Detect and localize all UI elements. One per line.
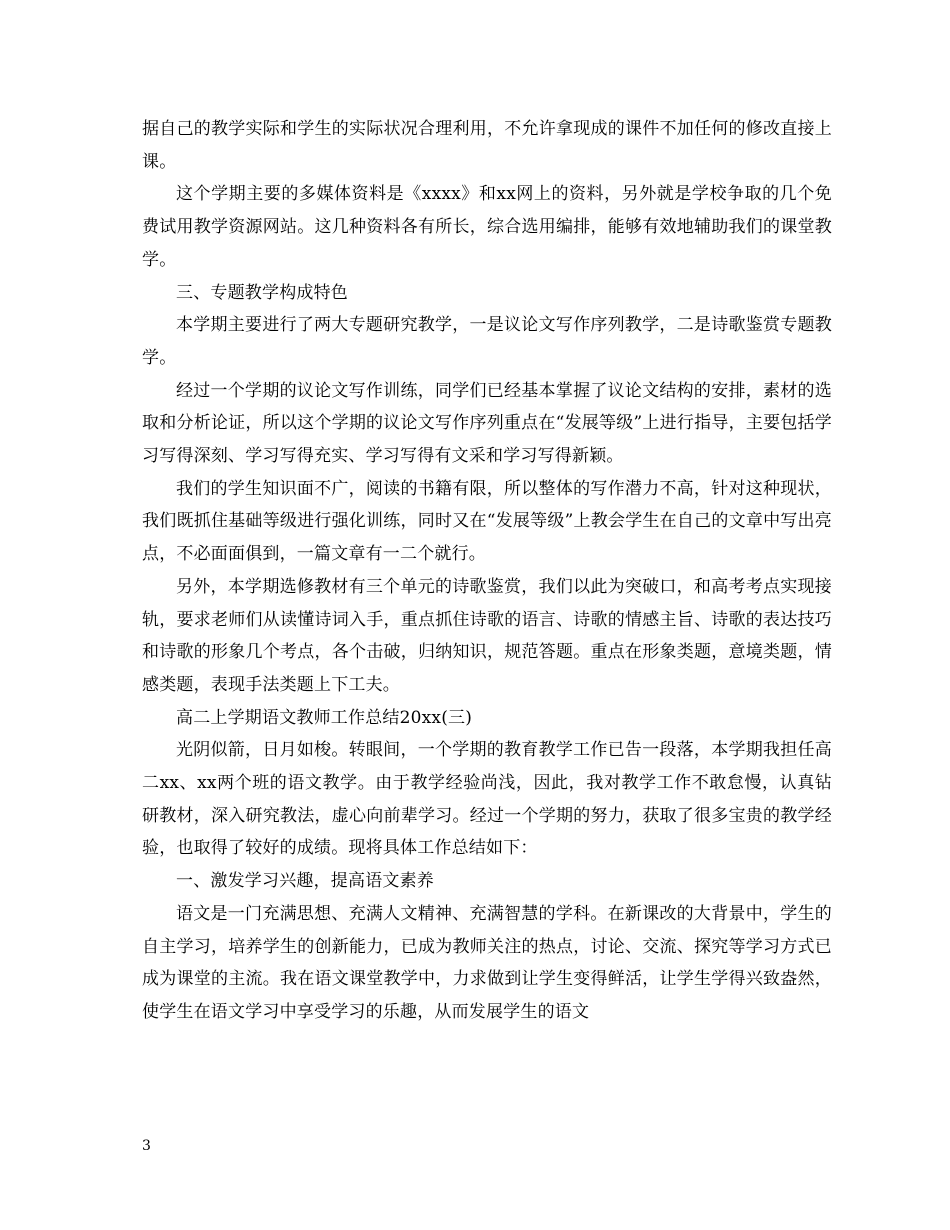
paragraph-argument-writing: 经过一个学期的议论文写作训练，同学们已经基本掌握了议论文结构的安排，素材的选取和分析论证，所以这个学期的议论文写作序列重点在“发展等级”上进行指导，主要包括学习写得深刻、学习写得充实、学习写得有文采和学习写得新颖。	[142, 380, 832, 467]
page-number: 3	[142, 1138, 151, 1154]
paragraph-chinese-subject: 语文是一门充满思想、充满人文精神、充满智慧的学科。在新课改的大背景中，学生的自主学习，培养学生的创新能力，已成为教师关注的热点，讨论、交流、探究等学习方式已成为课堂的主流。我在语文课堂教学中，力求做到让学生变得鲜活，让学生学得兴致盎然，使学生在语文学习中享受学习的乐趣，从而发展学生的语文	[142, 903, 832, 1022]
body-text	[142, 113, 832, 1029]
section-heading-3: 三、专题教学构成特色	[176, 282, 348, 303]
paragraph-students: 我们的学生知识面不广，阅读的书籍有限，所以整体的写作潜力不高，针对这种现状，我们既抓住基础等级进行强化训练，同时又在“发展等级”上教会学生在自己的文章中写出亮点，不必面面俱到，一篇文章有一二个就行。	[142, 478, 832, 565]
section-heading-1: 一、激发学习兴趣，提高语文素养	[176, 871, 434, 892]
paragraph-continuation: 据自己的教学实际和学生的实际状况合理利用，不允许拿现成的课件不加任何的修改直接上课。	[142, 119, 832, 172]
paragraph-topics: 本学期主要进行了两大专题研究教学，一是议论文写作序列教学，二是诗歌鉴赏专题教学。	[142, 315, 832, 368]
paragraph-multimedia: 这个学期主要的多媒体资料是《xxxx》和xx网上的资料，另外就是学校争取的几个免费试用教学资源网站。这几种资料各有所长，综合选用编排，能够有效地辅助我们的课堂教学。	[142, 184, 832, 270]
paragraph-intro: 光阴似箭，日月如梭。转眼间，一个学期的教育教学工作已告一段落，本学期我担任高二xx、xx两个班的语文教学。由于教学经验尚浅，因此，我对教学工作不敢怠慢，认真钻研教材，深入研究教法，虚心向前辈学习。经过一个学期的努力，获取了很多宝贵的教学经验，也取得了较好的成绩。现将具体工作总结如下：	[142, 740, 832, 859]
paragraph-poetry: 另外，本学期选修教材有三个单元的诗歌鉴赏，我们以此为突破口，和高考考点实现接轨，要求老师们从读懂诗词入手，重点抓住诗歌的语言、诗歌的情感主旨、诗歌的表达技巧和诗歌的形象几个考点，各个击破，归纳知识，规范答题。重点在形象类题，意境类题，情感类题，表现手法类题上下工夫。	[142, 576, 832, 695]
article-title-3: 高二上学期语文教师工作总结20xx(三)	[176, 707, 473, 728]
